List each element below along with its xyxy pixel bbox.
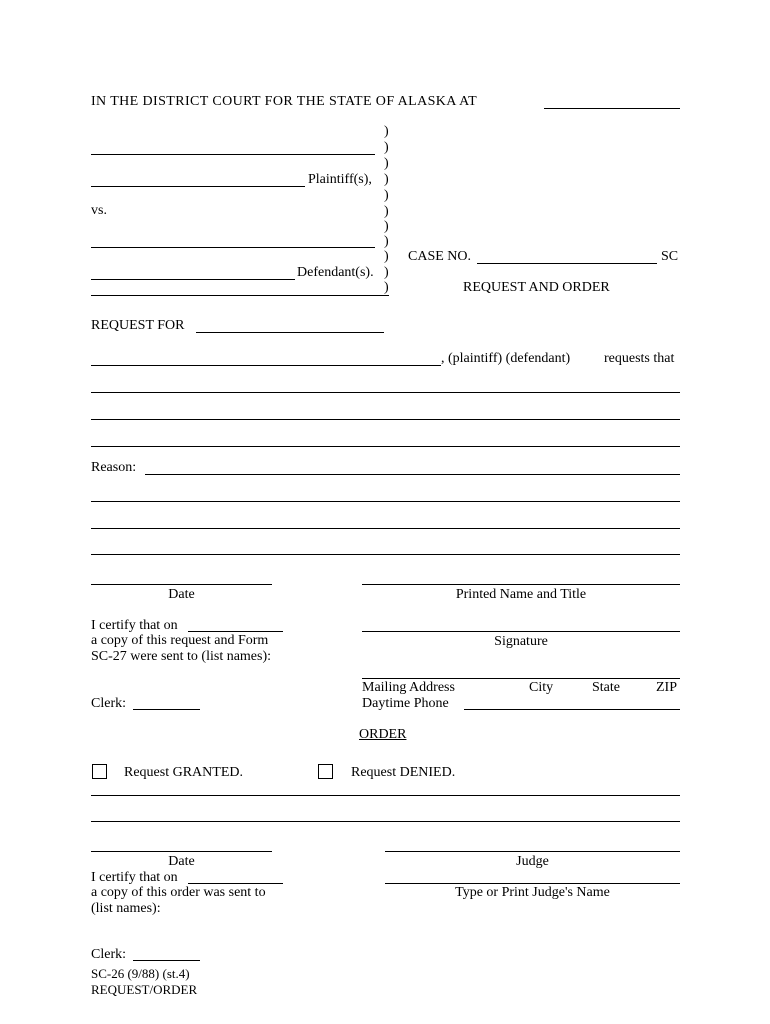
request-for-field[interactable]: [196, 332, 384, 333]
order-certify-line-3: (list names):: [91, 901, 161, 916]
granted-label: Request GRANTED.: [124, 765, 243, 780]
court-location-field[interactable]: [544, 108, 680, 109]
daytime-phone-field[interactable]: [464, 709, 680, 710]
order-heading: ORDER: [359, 727, 407, 742]
party-options: , (plaintiff) (defendant): [441, 351, 571, 366]
city-label: City: [529, 680, 554, 695]
plaintiff-paren: ): [384, 172, 389, 187]
requests-that-label: requests that: [604, 351, 675, 366]
caption-paren: ): [384, 204, 389, 219]
defendant-paren: ): [384, 265, 389, 280]
defendant-name-field-2[interactable]: [91, 279, 295, 280]
judge-name-field[interactable]: [385, 883, 680, 884]
request-detail-line[interactable]: [91, 392, 680, 393]
judge-signature-field[interactable]: [385, 851, 680, 852]
certify-line-1: I certify that on: [91, 618, 178, 633]
document-title: REQUEST AND ORDER: [463, 280, 610, 295]
court-title: IN THE DISTRICT COURT FOR THE STATE OF ALASKA AT: [91, 94, 478, 109]
caption-paren: ): [384, 234, 389, 249]
request-clerk-field[interactable]: [133, 709, 200, 710]
zip-label: ZIP: [656, 680, 677, 695]
form-name: REQUEST/ORDER: [91, 982, 198, 997]
caption-paren: ): [384, 249, 389, 264]
form-number: SC-26 (9/88) (st.4): [91, 966, 190, 981]
case-no-suffix: SC: [661, 249, 679, 264]
reason-line[interactable]: [91, 554, 680, 555]
request-date-field[interactable]: [91, 584, 272, 585]
case-no-field[interactable]: [477, 263, 657, 264]
reason-field[interactable]: [145, 474, 680, 475]
judge-name-label: Type or Print Judge's Name: [455, 885, 610, 900]
state-label: State: [592, 680, 620, 695]
certify-line-2: a copy of this request and Form: [91, 633, 269, 648]
caption-paren: ): [384, 280, 389, 295]
defendant-name-field[interactable]: [91, 247, 375, 248]
mailing-address-label: Mailing Address: [362, 680, 455, 695]
plaintiff-name-field-2[interactable]: [91, 186, 305, 187]
daytime-phone-label: Daytime Phone: [362, 696, 449, 711]
order-certify-line-2: a copy of this order was sent to: [91, 885, 266, 900]
reason-label: Reason:: [91, 460, 137, 475]
defendant-label: Defendant(s).: [297, 265, 374, 280]
certify-date-field[interactable]: [188, 631, 283, 632]
printed-name-field[interactable]: [362, 584, 680, 585]
certify-line-3: SC-27 were sent to (list names):: [91, 649, 272, 664]
caption-paren: ): [384, 219, 389, 234]
printed-name-label: Printed Name and Title: [455, 587, 587, 602]
order-certify-line-1: I certify that on: [91, 870, 178, 885]
denied-label: Request DENIED.: [351, 765, 456, 780]
order-date-field[interactable]: [91, 851, 272, 852]
reason-line[interactable]: [91, 528, 680, 529]
request-clerk-label: Clerk:: [91, 696, 126, 711]
order-date-label: Date: [168, 854, 195, 869]
request-detail-line[interactable]: [91, 419, 680, 420]
signature-label: Signature: [494, 634, 548, 649]
order-certify-date-field[interactable]: [188, 883, 283, 884]
case-no-label: CASE NO.: [408, 249, 472, 264]
order-detail-line[interactable]: [91, 795, 680, 796]
signature-field[interactable]: [362, 631, 680, 632]
mailing-address-field[interactable]: [362, 678, 680, 679]
reason-line[interactable]: [91, 501, 680, 502]
denied-checkbox[interactable]: [318, 764, 333, 779]
granted-checkbox[interactable]: [92, 764, 107, 779]
judge-label: Judge: [516, 854, 549, 869]
requesting-party-field[interactable]: [91, 365, 441, 366]
vs-label: vs.: [91, 203, 107, 218]
caption-paren: ): [384, 188, 389, 203]
caption-paren: ): [384, 140, 389, 155]
order-detail-line[interactable]: [91, 821, 680, 822]
caption-paren: ): [384, 156, 389, 171]
plaintiff-label: Plaintiff(s),: [308, 172, 372, 187]
order-clerk-field[interactable]: [133, 960, 200, 961]
plaintiff-name-field[interactable]: [91, 154, 375, 155]
order-clerk-label: Clerk:: [91, 947, 126, 962]
request-date-label: Date: [168, 587, 195, 602]
caption-paren: ): [384, 124, 389, 139]
request-detail-line[interactable]: [91, 446, 680, 447]
request-for-label: REQUEST FOR: [91, 318, 185, 333]
caption-bottom-line: [91, 295, 389, 296]
